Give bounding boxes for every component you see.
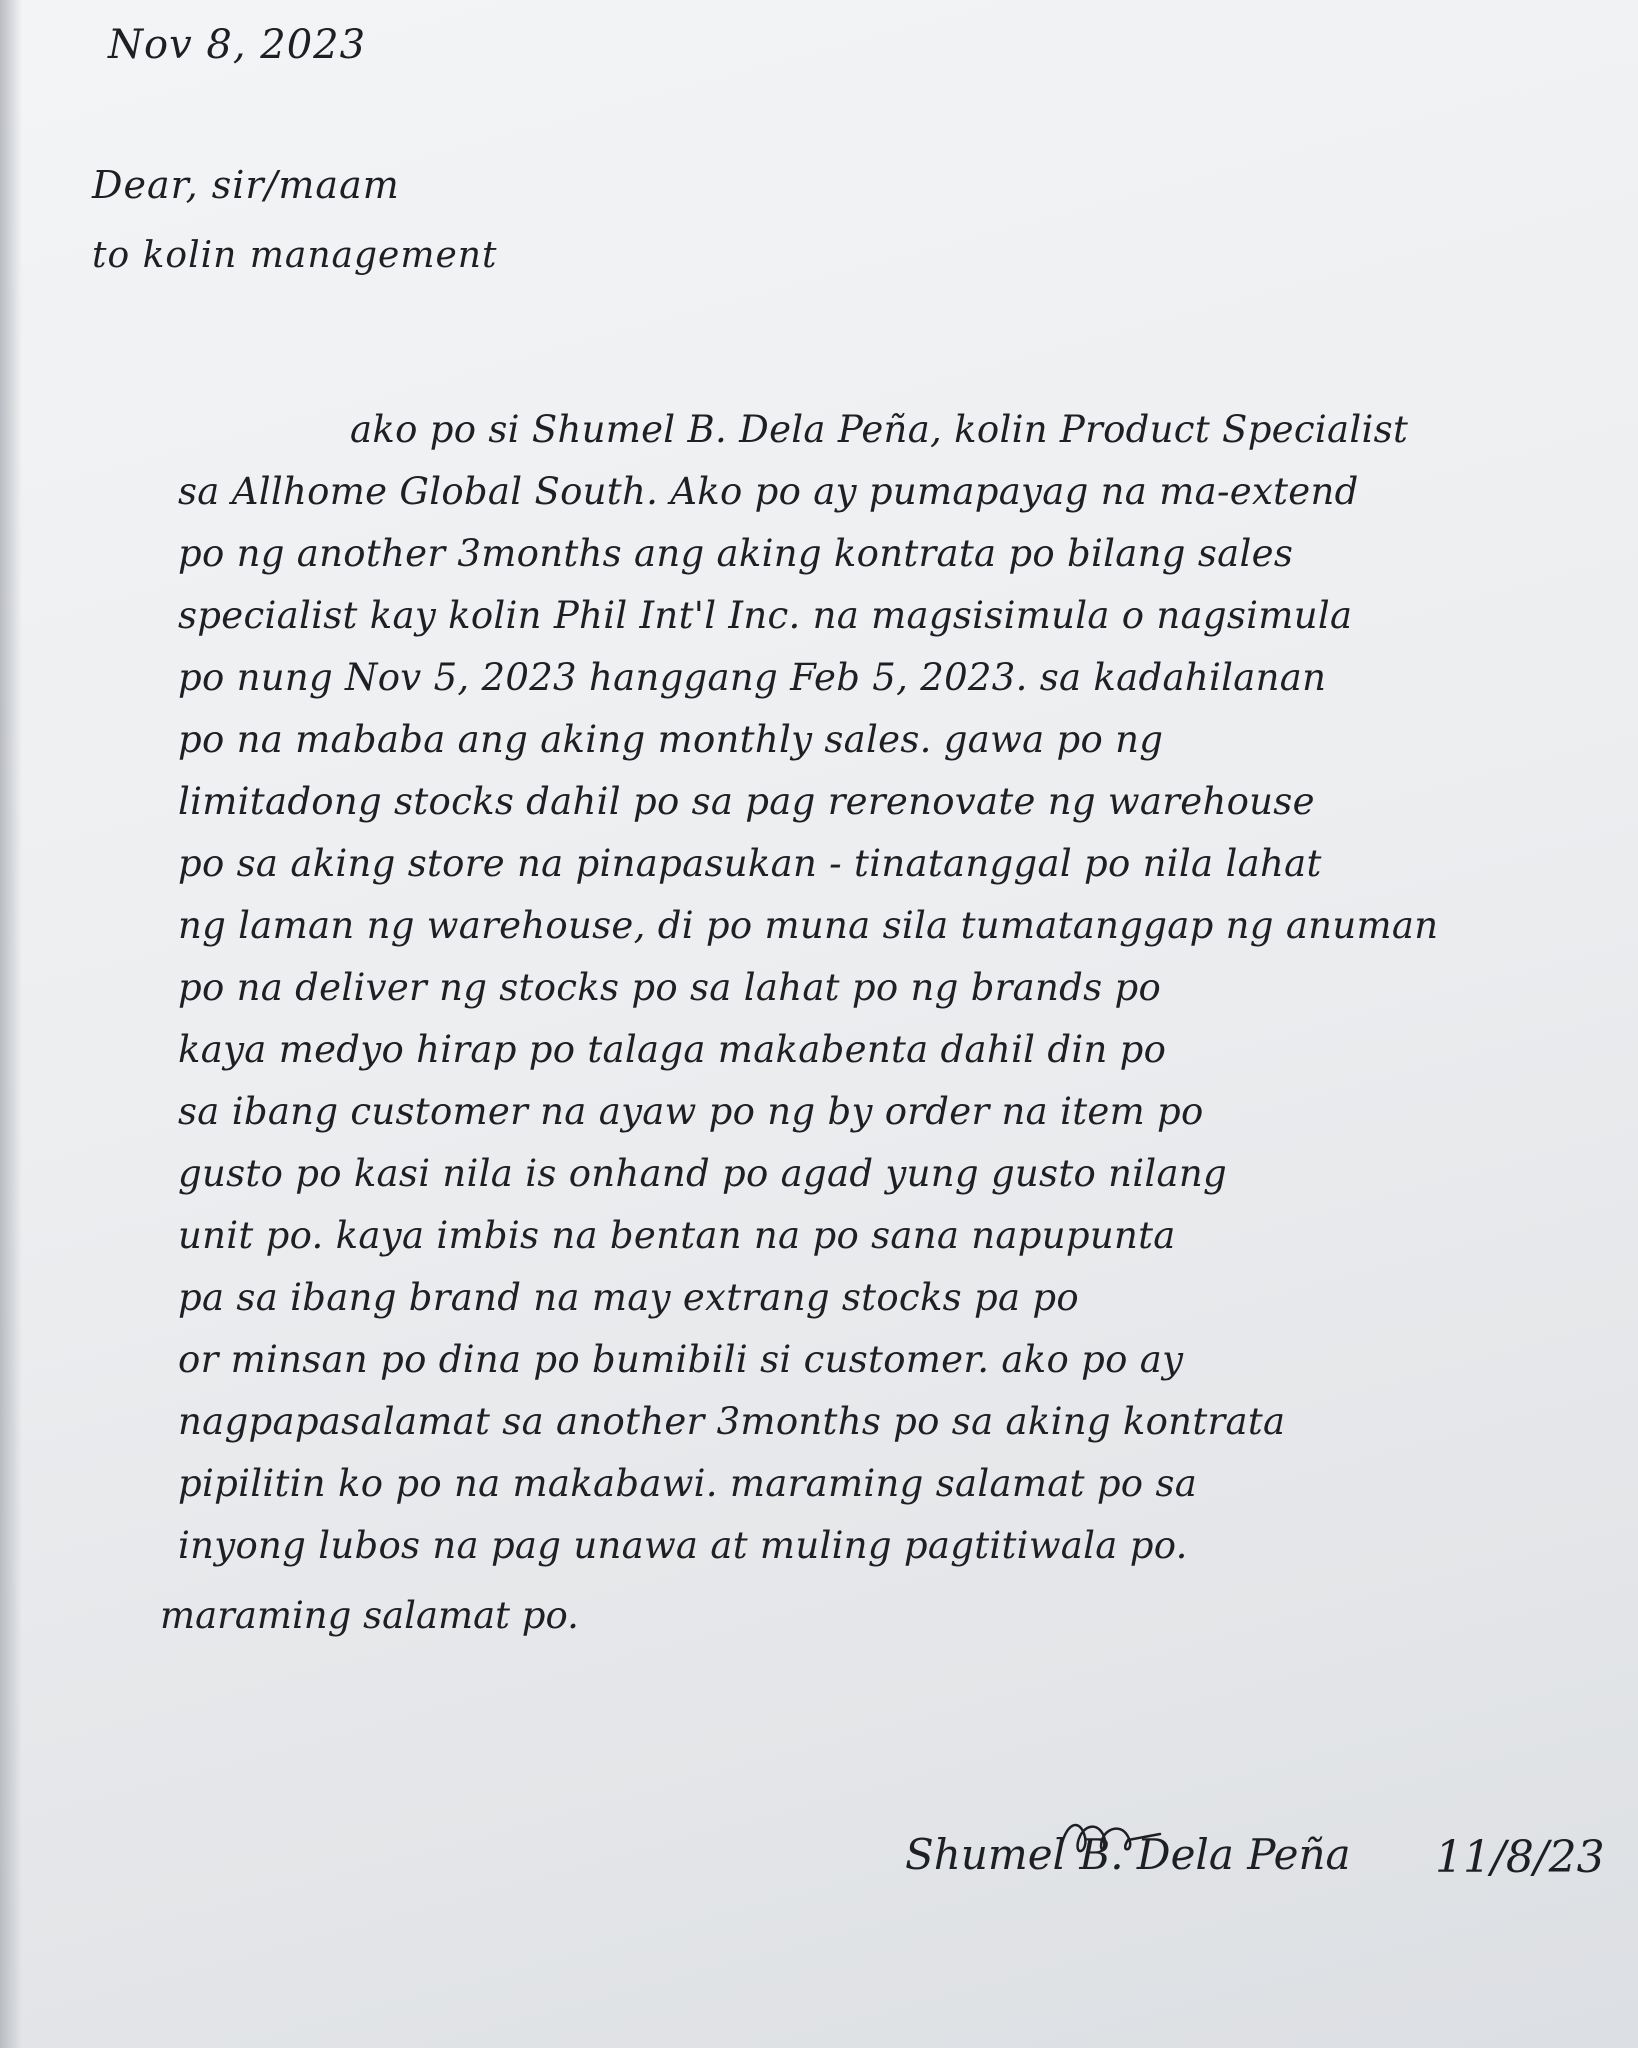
signature-name: Shumel B. Dela Peña	[905, 1830, 1351, 1879]
body-line: inyong lubos na pag unawa at muling pagtitiwala po.	[178, 1524, 1188, 1567]
signature-date: 11/8/23	[1435, 1832, 1605, 1883]
letter-recipient: to kolin management	[92, 235, 498, 276]
body-line: kaya medyo hirap po talaga makabenta dahil din po	[178, 1028, 1167, 1071]
body-line: po sa aking store na pinapasukan - tinatanggal po nila lahat	[178, 842, 1322, 885]
body-line: sa ibang customer na ayaw po ng by order na item po	[178, 1090, 1204, 1133]
body-line: ng laman ng warehouse, di po muna sila tumatanggap ng anuman	[178, 904, 1439, 947]
body-line: specialist kay kolin Phil Int'l Inc. na magsisimula o nagsimula	[178, 594, 1353, 637]
body-line: nagpapasalamat sa another 3months po sa aking kontrata	[178, 1400, 1286, 1443]
signature-block	[905, 1812, 1605, 1922]
body-line: pa sa ibang brand na may extrang stocks pa po	[178, 1276, 1079, 1319]
body-line: pipilitin ko po na makabawi. maraming salamat po sa	[178, 1462, 1198, 1505]
body-line: gusto po kasi nila is onhand po agad yung gusto nilang	[178, 1152, 1228, 1195]
letter-date: Nov 8, 2023	[108, 22, 367, 68]
body-line: po nung Nov 5, 2023 hanggang Feb 5, 2023. sa kadahilanan	[178, 656, 1327, 699]
paper-edge-shadow	[0, 0, 22, 2048]
body-line: po ng another 3months ang aking kontrata po bilang sales	[178, 532, 1294, 575]
letter-greeting: Dear, sir/maam	[92, 163, 400, 207]
body-line: ako po si Shumel B. Dela Peña, kolin Product Specialist	[350, 408, 1409, 451]
body-line: limitadong stocks dahil po sa pag rerenovate ng warehouse	[178, 780, 1315, 823]
body-line: po na mababa ang aking monthly sales. gawa po ng	[178, 718, 1164, 761]
body-line: or minsan po dina po bumibili si customer. ako po ay	[178, 1338, 1184, 1381]
body-line: unit po. kaya imbis na bentan na po sana napupunta	[178, 1214, 1176, 1257]
body-line: po na deliver ng stocks po sa lahat po ng brands po	[178, 966, 1162, 1009]
body-line: sa Allhome Global South. Ako po ay pumapayag na ma-extend	[178, 470, 1359, 513]
letter-closing: maraming salamat po.	[160, 1594, 579, 1637]
